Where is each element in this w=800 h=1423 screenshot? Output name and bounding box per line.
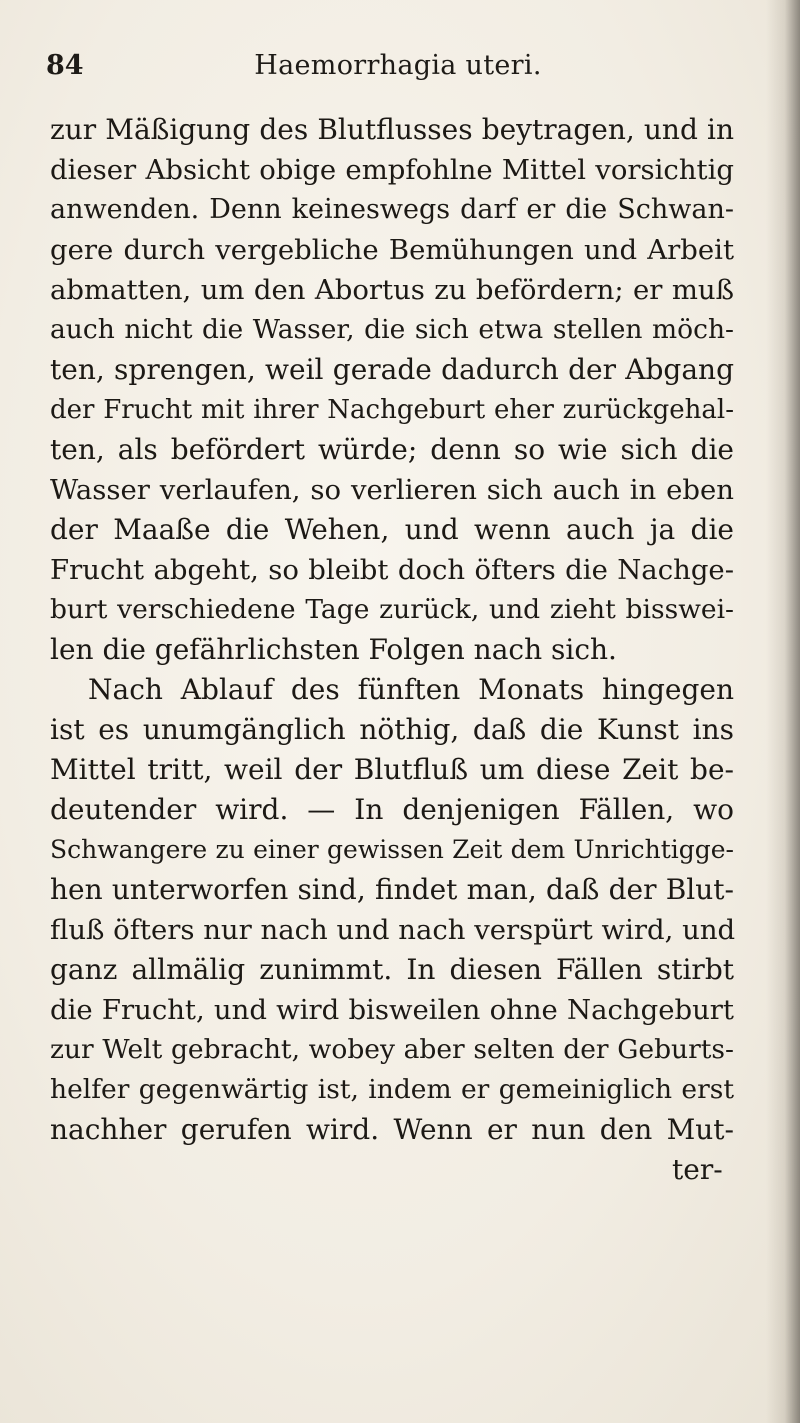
text-line: hen unterworfen sind, findet man, daß der Blut- — [50, 873, 734, 906]
text-line: Frucht abgeht, so bleibt doch öfters die Nachge- — [50, 554, 734, 586]
text-line: abmatten, um den Abortus zu befördern; er muß — [50, 274, 734, 306]
text-line: nachher gerufen wird. Wenn er nun den Mut- — [50, 1113, 734, 1146]
text-line: Mittel tritt, weil der Blutfluß um diese Zeit be- — [50, 753, 734, 786]
text-line: len die gefährlichsten Folgen nach sich. — [50, 633, 617, 666]
text-line: burt verschiedene Tage zurück, und zieht bisswei- — [50, 594, 734, 625]
text-line: die Frucht, und wird bisweilen ohne Nachgeburt — [50, 994, 734, 1026]
text-line: deutender wird. — In denjenigen Fällen, wo — [50, 793, 734, 826]
page-header — [46, 50, 736, 94]
text-line: der Frucht mit ihrer Nachgeburt eher zurückgehal- — [50, 395, 734, 425]
text-line: Wasser verlaufen, so verlieren sich auch in eben — [50, 474, 734, 506]
text-line: fluß öfters nur nach und nach verspürt wird, und — [50, 914, 736, 946]
text-line: ist es unumgänglich nöthig, daß die Kunst ins — [50, 713, 734, 746]
text-line: ten, als befördert würde; denn so wie sich die — [50, 433, 734, 466]
text-line: ganz allmälig zunimmt. In diesen Fällen stirbt — [50, 953, 734, 986]
text-line: zur Welt gebracht, wobey aber selten der Geburts- — [50, 1034, 734, 1065]
catchword: ter- — [672, 1153, 723, 1186]
text-line: dieser Absicht obige empfohlne Mittel vorsichtig — [50, 154, 734, 186]
text-line: gere durch vergebliche Bemühungen und Arbeit — [50, 234, 734, 266]
page-gutter-shadow — [766, 0, 800, 1423]
text-line: anwenden. Denn keineswegs darf er die Schwan- — [50, 194, 734, 225]
text-line: ten, sprengen, weil gerade dadurch der Abgang — [50, 353, 734, 386]
running-head: Haemorrhagia uteri. — [254, 50, 542, 81]
text-line: Schwangere zu einer gewissen Zeit dem Unrichtigge- — [50, 835, 734, 864]
text-line: helfer gegenwärtig ist, indem er gemeiniglich erst — [50, 1074, 734, 1105]
text-line: zur Mäßigung des Blutflusses beytragen, und in — [50, 113, 734, 146]
page-number: 84 — [46, 50, 84, 81]
text-line-indented: Nach Ablauf des fünften Monats hingegen — [88, 673, 734, 706]
text-line: der Maaße die Wehen, und wenn auch ja die — [50, 513, 734, 546]
text-line: auch nicht die Wasser, die sich etwa stellen möch- — [50, 314, 734, 345]
